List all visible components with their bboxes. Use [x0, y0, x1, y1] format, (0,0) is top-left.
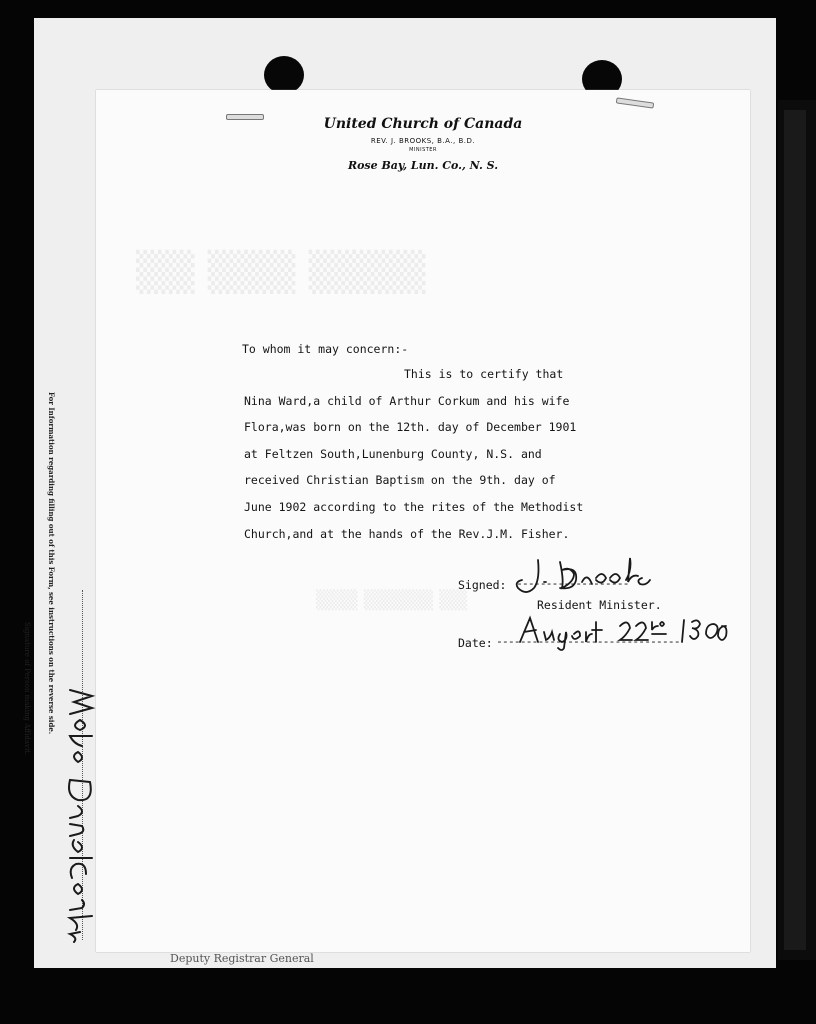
- form-instruction-note: For Information regarding filling out of this Form, see instructions on the reverse side.: [47, 392, 56, 735]
- body-line: June 1902 according to the rites of the Methodist: [244, 499, 584, 514]
- signed-label: Signed:: [458, 578, 507, 592]
- signature-line: -------------------: [516, 576, 629, 590]
- paper-clip: [616, 97, 654, 108]
- body-line: Church,and at the hands of the Rev.J.M. Fisher.: [244, 526, 570, 541]
- binder-edge: [778, 100, 816, 960]
- date-line: -------------------------------: [496, 634, 680, 648]
- body-line: Flora,was born on the 12th. day of December 1901: [244, 420, 577, 435]
- certificate-body: [244, 361, 583, 547]
- binder-rod: [784, 110, 806, 950]
- signature-row: [458, 572, 668, 596]
- letterhead: [96, 116, 750, 172]
- church-name: United Church of Canada: [323, 116, 523, 132]
- show-through-text: ▒▒▒ ▒▒▒▒▒ ▒▒: [316, 590, 467, 611]
- minister-title: MINISTER: [409, 147, 437, 153]
- body-line: received Christian Baptism on the 9th. day of: [244, 473, 556, 488]
- date-row: [458, 618, 738, 648]
- form-side-margin: [22, 392, 56, 952]
- handwritten-date: [516, 612, 736, 656]
- salutation: To whom it may concern:-: [242, 342, 409, 356]
- body-line: Nina Ward,a child of Arthur Corkum and his wife: [244, 393, 570, 408]
- punch-hole-left: [264, 56, 304, 94]
- affiant-signature-caption: Signature of Person making Affidavit.: [23, 622, 31, 756]
- affiant-signature: [60, 686, 100, 946]
- resident-minister-label: Resident Minister.: [537, 598, 662, 612]
- body-line: This is to certify that: [404, 367, 564, 381]
- minister-name: REV. J. BROOKS, B.A., B.D.: [370, 137, 476, 145]
- date-label: Date:: [458, 636, 493, 650]
- church-address: Rose Bay, Lun. Co., N. S.: [347, 159, 499, 172]
- show-through-text: ▒▒ ▒▒▒ ▒▒▒▒: [136, 250, 426, 294]
- deputy-registrar-label: Deputy Registrar General: [170, 952, 314, 965]
- body-line: at Feltzen South,Lunenburg County, N.S. and: [244, 446, 542, 461]
- baptism-certificate-letter: [96, 90, 750, 952]
